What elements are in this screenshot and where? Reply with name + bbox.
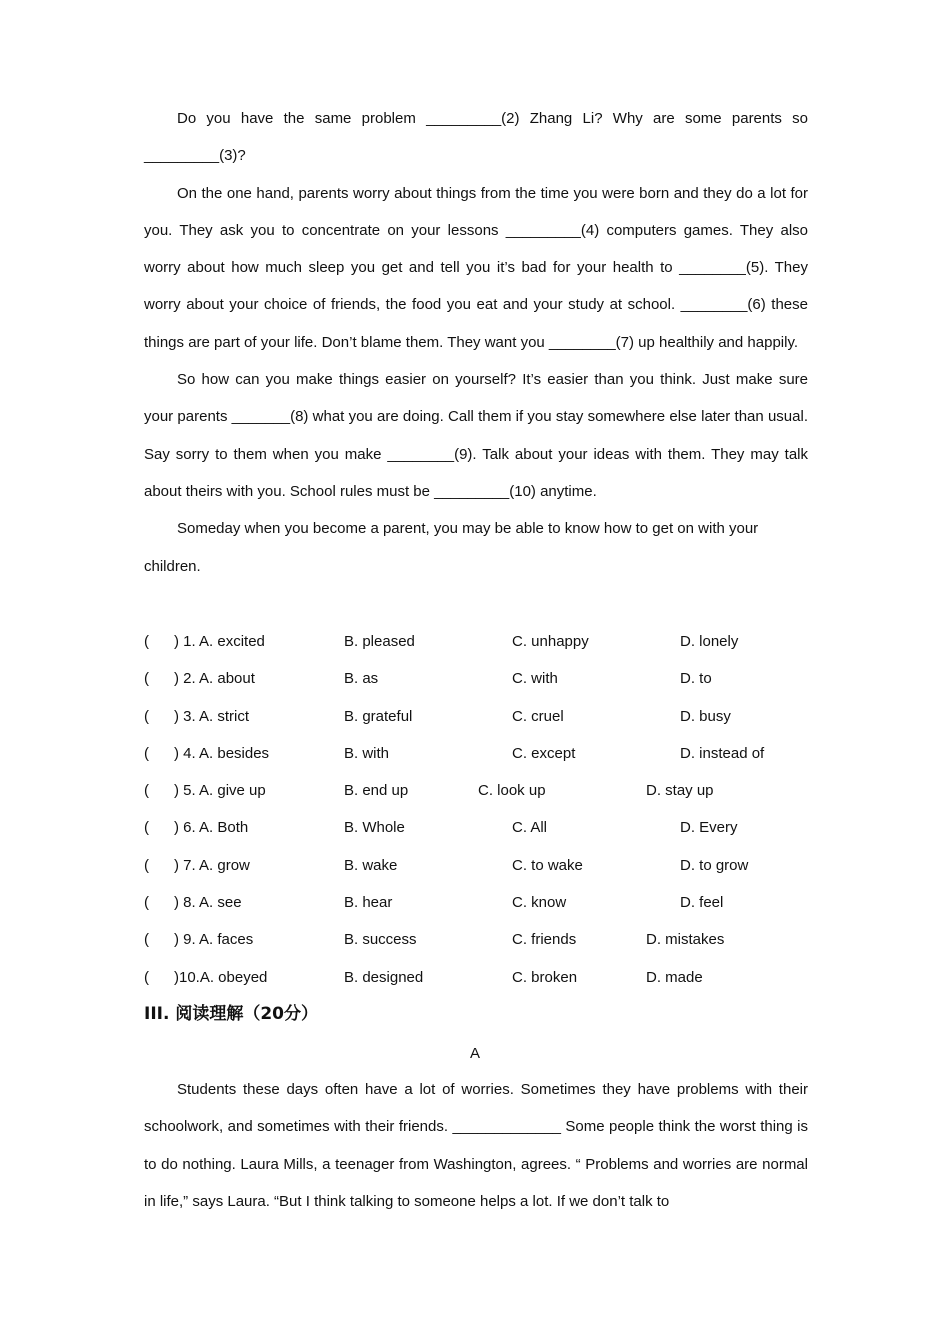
option-a: ) 5. A. give up — [174, 782, 266, 800]
option-row — [144, 921, 844, 958]
option-a: ) 8. A. see — [174, 894, 242, 912]
answer-paren: ( — [144, 931, 149, 949]
option-b: B. with — [344, 744, 390, 762]
option-a: ) 6. A. Both — [174, 819, 249, 837]
answer-paren: ( — [144, 782, 149, 800]
option-d: D. mistakes — [646, 931, 725, 949]
option-d: D. stay up — [646, 782, 714, 800]
option-row — [144, 884, 844, 921]
answer-paren: ( — [144, 894, 149, 912]
option-a: )10.A. obeyed — [174, 968, 268, 986]
option-b: B. designed — [344, 968, 424, 986]
answer-paren: ( — [144, 744, 149, 762]
option-row — [144, 660, 844, 697]
section-heading: III. 阅读理解（20分） — [144, 1004, 319, 1024]
option-c: C. except — [512, 744, 576, 762]
option-d: D. to — [680, 670, 712, 688]
option-c: C. broken — [512, 968, 578, 986]
option-c: C. with — [512, 670, 558, 688]
answer-paren: ( — [144, 819, 149, 837]
option-d: D. Every — [680, 819, 738, 837]
option-b: B. hear — [344, 894, 393, 912]
option-a: ) 2. A. about — [174, 670, 255, 688]
paragraph: Students these days often have a lot of worries. Sometimes they have problems with their schoolwork, and sometimes with their friends. _____________ Some people think the worst thing is to do nothing. Laura Mills, a teenager from Washington, agrees. “ Problems and worries are normal in life,” says Laura. “But I think talking to someone helps a lot. If we don’t talk to — [144, 1081, 808, 1210]
option-c: C. unhappy — [512, 633, 589, 650]
option-d: D. made — [646, 968, 703, 986]
option-c: C. All — [512, 819, 548, 837]
cloze-passage — [144, 100, 808, 585]
option-d: D. to grow — [680, 856, 749, 874]
option-row — [144, 772, 844, 809]
option-b: B. grateful — [344, 707, 413, 725]
passage-label: A — [469, 1045, 480, 1062]
option-c: C. look up — [478, 782, 546, 800]
reading-passage — [144, 1071, 808, 1220]
option-c: C. know — [512, 894, 567, 912]
option-d: D. lonely — [680, 633, 739, 650]
option-a: ) 4. A. besides — [174, 744, 270, 762]
option-d: D. instead of — [680, 744, 765, 762]
option-row — [144, 735, 844, 772]
option-d: D. feel — [680, 894, 724, 912]
option-b: B. pleased — [344, 633, 415, 650]
option-b: B. as — [344, 670, 379, 688]
option-b: B. end up — [344, 782, 409, 800]
paragraph: On the one hand, parents worry about things from the time you were born and they do a lot for you. They ask you to concentrate on your lessons _________(4) computers games. They also worry about how much sleep you get and tell you it’s bad for your health to ________(5). They worry about your choice of friends, the food you eat and your study at school. ________(6) these things are part of your life. Don’t blame them. They want you ________(7) up healthily and happily. — [144, 184, 808, 351]
option-a: ) 7. A. grow — [174, 856, 250, 874]
option-row — [144, 809, 844, 846]
option-c: C. to wake — [512, 856, 583, 874]
paragraph: Someday when you become a parent, you may be able to know how to get on with your children. — [144, 520, 759, 575]
option-row — [144, 847, 844, 884]
answer-paren: ( — [144, 670, 149, 688]
paragraph: Do you have the same problem _________(2) Zhang Li? Why are some parents so _________(3)? — [144, 110, 808, 165]
option-c: C. friends — [512, 931, 577, 949]
answer-paren: ( — [144, 707, 149, 725]
option-c: C. cruel — [512, 707, 564, 725]
answer-paren: ( — [144, 968, 149, 986]
option-d: D. busy — [680, 707, 731, 725]
option-a: ) 3. A. strict — [174, 707, 250, 725]
option-row — [144, 698, 844, 735]
answer-paren: ( — [144, 856, 149, 874]
option-b: B. Whole — [344, 819, 405, 837]
option-row — [144, 959, 844, 996]
option-row — [144, 623, 844, 660]
option-b: B. wake — [344, 856, 398, 874]
option-b: B. success — [344, 931, 417, 949]
option-a: ) 1. A. excited — [174, 633, 265, 650]
options-list — [144, 623, 844, 996]
option-a: ) 9. A. faces — [174, 931, 254, 949]
answer-paren: ( — [144, 633, 149, 650]
paragraph: So how can you make things easier on yourself? It’s easier than you think. Just make sure your parents _______(8) what you are doing. Call them if you stay somewhere else later than usual. Say sorry to them when you make ________(9). Talk about your ideas with them. They may talk about theirs with you. School rules must be _________(10) anytime. — [144, 371, 808, 500]
